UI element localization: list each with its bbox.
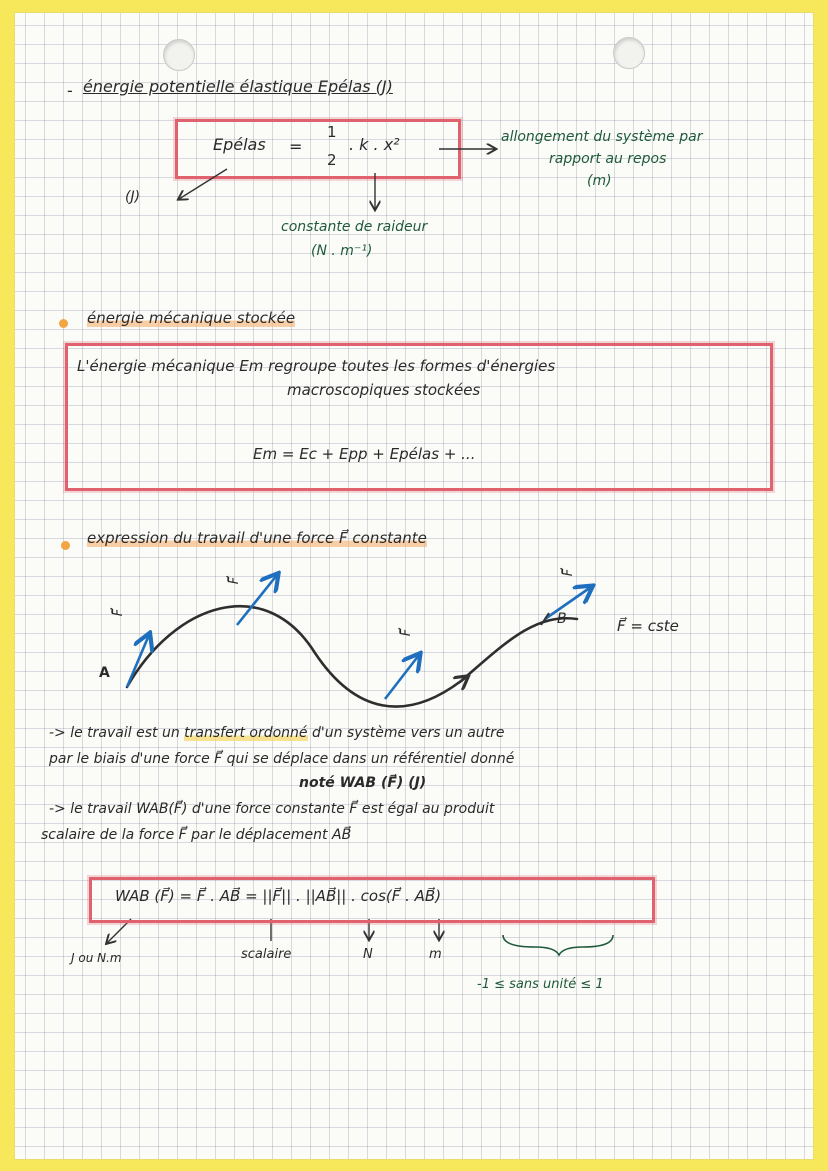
note-x-line2: rapport au repos (549, 151, 667, 167)
text-line-4: -> le travail WAB(F⃗) d'une force constante F⃗ est égal au produit (49, 801, 495, 817)
section2-title: énergie mécanique stockée (87, 309, 296, 327)
formula-rest: . k . x² (349, 135, 400, 154)
text-line-2: par le biais d'une force F⃗ qui se déplace dans un référentiel donné (49, 751, 515, 767)
brace-cos (503, 935, 613, 955)
note-k-line1: constante de raideur (281, 219, 428, 235)
vector-label-a: F⃗ (111, 608, 127, 617)
note-x-unit: (m) (587, 173, 612, 189)
vector-label-b: F⃗ (561, 568, 577, 577)
force-vector-trough (385, 655, 419, 699)
formula-lhs: Epélas (213, 135, 266, 154)
section3-title: expression du travail d'une force F⃗ constante (87, 529, 427, 547)
unit-j-label: J ou N.m (71, 951, 122, 965)
force-vector-crest (237, 575, 277, 625)
unit-joule: (J) (125, 189, 141, 205)
m-label: m (429, 947, 442, 962)
text-line-1-pre: -> le travail est un (49, 725, 180, 741)
section1-title: énergie potentielle élastique Epélas (J) (83, 77, 393, 96)
point-b-label: B (557, 611, 567, 627)
point-b-tick (541, 613, 549, 625)
em-line1: L'énergie mécanique Em regroupe toutes les formes d'énergies (77, 357, 556, 375)
text-line-3: noté WAB (F⃗) (J) (299, 775, 427, 791)
fraction-denominator: 2 (327, 151, 337, 169)
constant-note: F⃗ = cste (617, 617, 679, 635)
notebook-page (14, 12, 814, 1160)
text-line-1-highlight: transfert ordonné (184, 725, 308, 741)
note-x-line1: allongement du système par (501, 129, 703, 145)
trajectory-diagram (15, 13, 813, 1159)
note-k-unit: (N . m⁻¹) (311, 243, 373, 259)
point-a-label: A (99, 665, 110, 681)
text-line-5: scalaire de la force F⃗ par le déplacement AB⃗ (41, 827, 352, 843)
vector-label-trough: F⃗ (399, 628, 415, 637)
em-line2: macroscopiques stockées (287, 381, 481, 399)
cos-range-label: -1 ≤ sans unité ≤ 1 (477, 977, 604, 992)
arrow-to-joule (179, 169, 227, 199)
formula-eq: = (289, 137, 303, 156)
em-formula: Em = Ec + Epp + Epélas + ... (253, 445, 476, 463)
vector-label-crest: F⃗ (227, 576, 243, 585)
section1-dash: - (67, 81, 73, 100)
scalaire-label: scalaire (241, 947, 292, 962)
n-label: N (363, 947, 373, 962)
fraction-numerator: 1 (327, 123, 337, 141)
text-line-1-post: d'un système vers un autre (311, 725, 505, 741)
work-formula: WAB (F⃗) = F⃗ . AB⃗ = ||F⃗|| . ||AB⃗|| . cos(F⃗ . AB⃗) (115, 887, 442, 905)
trajectory-curve (127, 606, 577, 706)
force-vector-b (545, 587, 591, 619)
text-line-1 (49, 725, 505, 741)
